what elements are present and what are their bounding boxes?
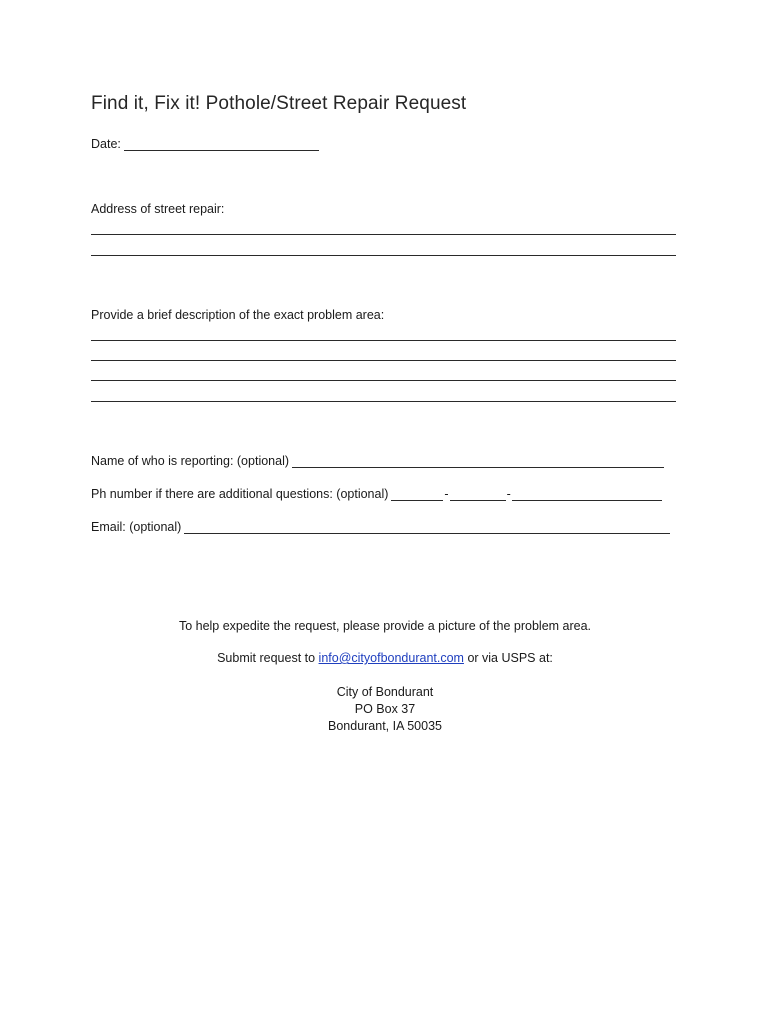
picture-note: To help expedite the request, please provide a picture of the problem area.: [178, 619, 592, 633]
phone-line-field[interactable]: [512, 488, 662, 501]
submit-instructions: [0, 651, 770, 665]
submit-suffix: or via USPS at:: [467, 651, 553, 665]
address-label: Address of street repair:: [91, 202, 225, 216]
phone-row: [91, 487, 662, 501]
name-row: [91, 454, 664, 468]
name-field[interactable]: [292, 455, 664, 468]
address-line-2[interactable]: [91, 255, 676, 256]
phone-separator-2: -: [506, 487, 511, 501]
mailing-address: [0, 684, 770, 735]
date-field[interactable]: [124, 138, 319, 151]
description-line-4[interactable]: [91, 401, 676, 402]
date-row: [91, 137, 319, 151]
email-row: [91, 520, 670, 534]
description-label: Provide a brief description of the exact problem area:: [91, 308, 385, 322]
email-label: Email: (optional): [91, 520, 182, 534]
description-line-2[interactable]: [91, 360, 676, 361]
description-line-3[interactable]: [91, 380, 676, 381]
email-field[interactable]: [184, 521, 670, 534]
phone-separator-1: -: [444, 487, 449, 501]
submit-prefix: Submit request to: [217, 651, 319, 665]
date-label: Date:: [91, 137, 121, 151]
page-title: Find it, Fix it! Pothole/Street Repair Request: [91, 93, 467, 114]
phone-label: Ph number if there are additional questions: (optional): [91, 487, 389, 501]
name-label: Name of who is reporting: (optional): [91, 454, 290, 468]
phone-prefix-field[interactable]: [450, 488, 506, 501]
description-line-1[interactable]: [91, 340, 676, 341]
address-line-po-box: PO Box 37: [354, 702, 416, 716]
address-line-city-state-zip: Bondurant, IA 50035: [328, 719, 442, 733]
address-line-1[interactable]: [91, 234, 676, 235]
phone-area-code-field[interactable]: [391, 488, 443, 501]
submit-email-link[interactable]: info@cityofbondurant.com: [318, 651, 464, 665]
address-line-city: City of Bondurant: [336, 685, 434, 699]
